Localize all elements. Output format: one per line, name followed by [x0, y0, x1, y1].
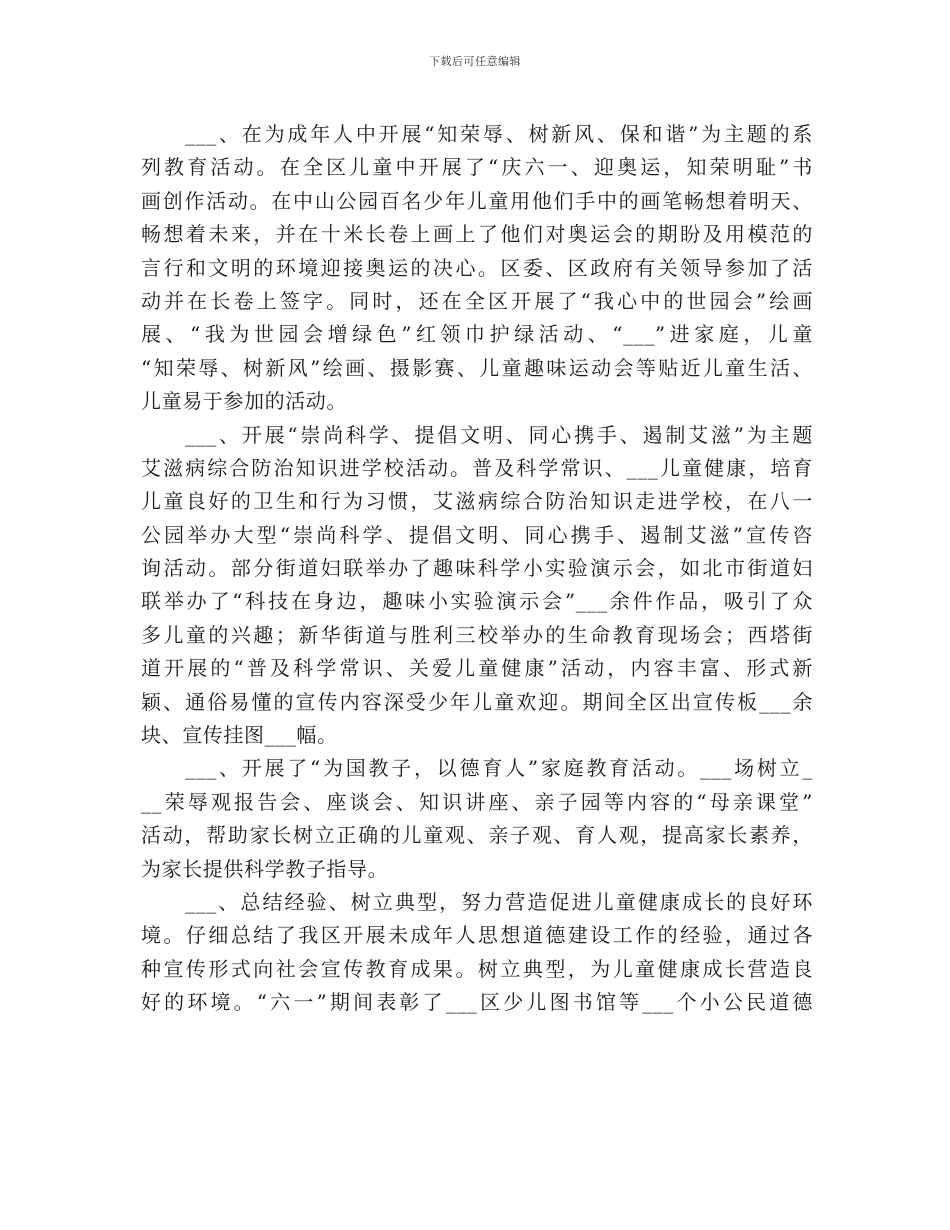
text-line: 种宣传形式向社会宣传教育成果。树立典型，为儿童健康成长营造良: [141, 956, 813, 981]
text-line: 颖、通俗易懂的宣传内容深受少年儿童欢迎。期间全区出宣传板___余: [141, 689, 813, 714]
paragraph: [141, 752, 813, 886]
text-line: ___、开展“崇尚科学、提倡文明、同心携手、遏制艾滋”为主题: [185, 422, 813, 447]
text-line: 列教育活动。在全区儿童中开展了“庆六一、迎奥运，知荣明耻”书: [141, 155, 813, 180]
paragraph: [141, 886, 813, 1020]
text-line: 道开展的“普及科学常识、关爱儿童健康”活动，内容丰富、形式新: [141, 656, 813, 681]
text-line: 活动，帮助家长树立正确的儿童观、亲子观、育人观，提高家长素养，: [141, 823, 813, 848]
text-line: 言行和文明的环境迎接奥运的决心。区委、区政府有关领导参加了活: [141, 255, 813, 280]
text-line: 动并在长卷上签字。同时，还在全区开展了“我心中的世园会”绘画: [141, 288, 813, 313]
text-line: 境。仔细总结了我区开展未成年人思想道德建设工作的经验，通过各: [141, 923, 813, 948]
text-line: ___、开展了“为国教子，以德育人”家庭教育活动。___场树立_: [185, 756, 813, 781]
text-line: 公园举办大型“崇尚科学、提倡文明、同心携手、遏制艾滋”宣传咨: [141, 522, 813, 547]
text-line: 块、宣传挂图___幅。: [141, 723, 338, 748]
page-header-note: 下载后可任意编辑: [429, 55, 521, 68]
paragraph: [141, 419, 813, 753]
text-line: 畅想着未来，并在十米长卷上画上了他们对奥运会的期盼及用模范的: [141, 222, 813, 247]
text-line: 艾滋病综合防治知识进学校活动。普及科学常识、___儿童健康，培育: [141, 455, 813, 480]
text-line: 画创作活动。在中山公园百名少年儿童用他们手中的画笔畅想着明天、: [141, 188, 813, 213]
text-line: “知荣辱、树新风”绘画、摄影赛、儿童趣味运动会等贴近儿童生活、: [141, 355, 813, 380]
text-line: __荣辱观报告会、座谈会、知识讲座、亲子园等内容的“母亲课堂”: [141, 789, 813, 814]
text-line: ___、总结经验、树立典型，努力营造促进儿童健康成长的良好环: [185, 889, 813, 914]
document-body: [141, 118, 813, 1020]
paragraph: [141, 118, 813, 419]
text-line: 儿童易于参加的活动。: [141, 389, 347, 414]
text-line: 联举办了“科技在身边，趣味小实验演示会”___余件作品，吸引了众: [141, 589, 813, 614]
text-line: ___、在为成年人中开展“知荣辱、树新风、保和谐”为主题的系: [185, 122, 813, 146]
text-line: 多儿童的兴趣；新华街道与胜利三校举办的生命教育现场会；西塔街: [141, 622, 813, 647]
text-line: 询活动。部分街道妇联举办了趣味科学小实验演示会，如北市街道妇: [141, 556, 813, 581]
text-line: 展、“我为世园会增绿色”红领巾护绿活动、“___”进家庭，儿童: [141, 322, 813, 347]
text-line: 儿童良好的卫生和行为习惯，艾滋病综合防治知识走进学校，在八一: [141, 489, 813, 514]
text-line: 为家长提供科学教子指导。: [141, 856, 389, 881]
text-line: 好的环境。“六一”期间表彰了___区少儿图书馆等___个小公民道德: [141, 990, 813, 1015]
